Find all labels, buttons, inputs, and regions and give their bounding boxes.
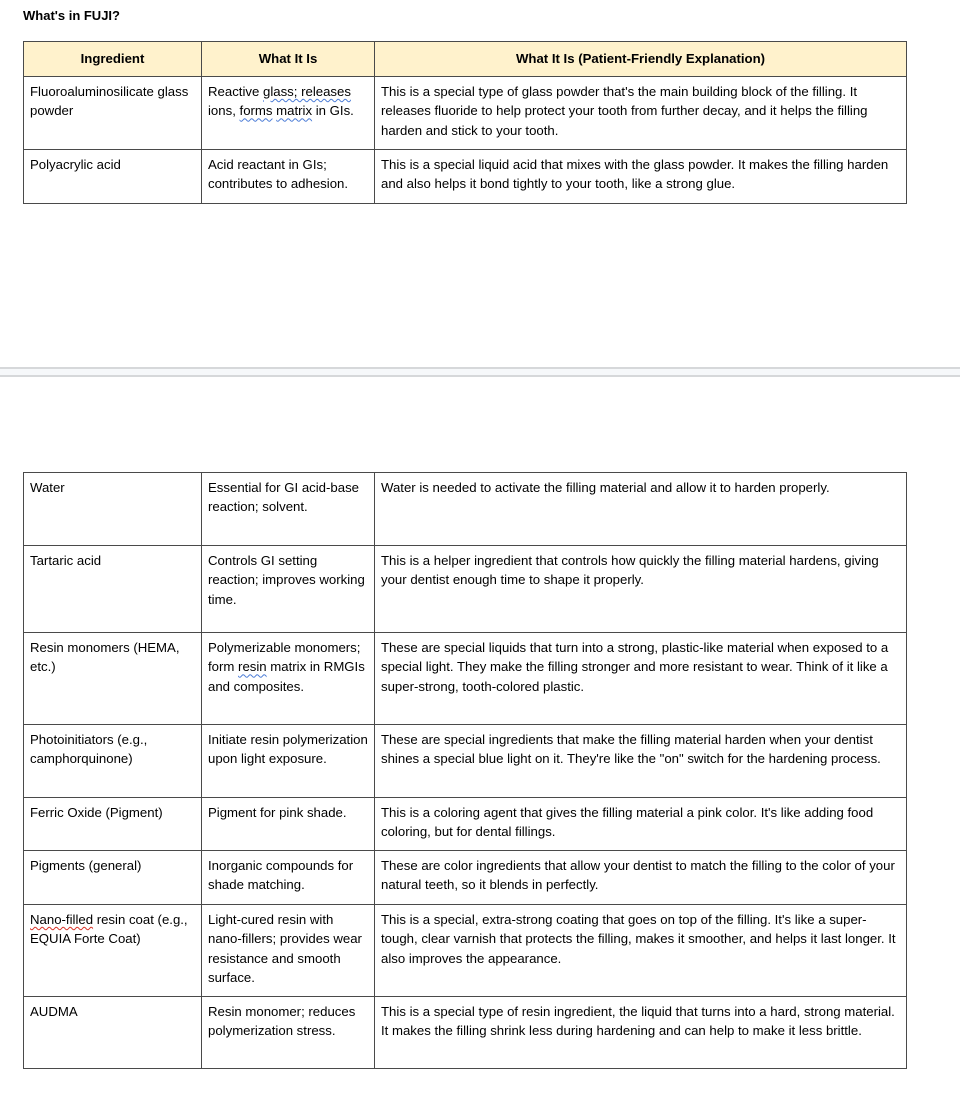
table-header-row: [24, 42, 907, 77]
table-row: [24, 798, 907, 851]
table-row: [24, 905, 907, 997]
table-row: [24, 77, 907, 150]
cell-ingredient[interactable]: Nano-filled resin coat (e.g., EQUIA Forte Coat): [24, 905, 202, 997]
cell-explanation[interactable]: This is a coloring agent that gives the filling material a pink color. It's like adding food coloring, but for dental fillings.: [375, 798, 907, 851]
cell-what-it-is[interactable]: Essential for GI acid-base reaction; solvent.: [202, 473, 375, 546]
cell-ingredient[interactable]: Ferric Oxide (Pigment): [24, 798, 202, 851]
spellcheck-underline[interactable]: Nano-filled: [30, 912, 94, 927]
table-row: [24, 473, 907, 546]
cell-explanation[interactable]: These are special liquids that turn into a strong, plastic-like material when exposed to a special light. They make the filling stronger and more resistant to wear. Think of it like a super-strong, tooth-colored plastic.: [375, 633, 907, 725]
cell-explanation[interactable]: This is a special, extra-strong coating that goes on top of the filling. It's like a super-tough, clear varnish that protects the filling, makes it smoother, and helps it last longer. It also improves the appearance.: [375, 905, 907, 997]
spellcheck-underline[interactable]: glass; releases: [262, 84, 351, 99]
ingredients-table-page-2: [23, 472, 907, 1069]
table-row: [24, 997, 907, 1069]
header-ingredient[interactable]: Ingredient: [24, 42, 202, 77]
cell-ingredient[interactable]: Fluoroaluminosilicate glass powder: [24, 77, 202, 150]
spellcheck-underline[interactable]: resin: [238, 659, 267, 675]
cell-what-it-is[interactable]: Resin monomer; reduces polymerization stress.: [202, 997, 375, 1069]
cell-what-it-is[interactable]: Controls GI setting reaction; improves working time.: [202, 546, 375, 633]
cell-explanation[interactable]: This is a special type of glass powder that's the main building block of the filling. It releases fluoride to help protect your tooth from further decay, and it helps the filling harden and stick to your tooth.: [375, 77, 907, 150]
table-row: [24, 546, 907, 633]
cell-what-it-is[interactable]: Reactive glass; releases ions, forms matrix in GIs.: [202, 77, 375, 150]
cell-ingredient[interactable]: Water: [24, 473, 202, 546]
header-what-it-is[interactable]: What It Is: [202, 42, 375, 77]
cell-explanation[interactable]: These are color ingredients that allow your dentist to match the filling to the color of your natural teeth, so it blends in perfectly.: [375, 851, 907, 905]
cell-what-it-is[interactable]: Acid reactant in GIs; contributes to adhesion.: [202, 150, 375, 204]
cell-ingredient[interactable]: Photoinitiators (e.g., camphorquinone): [24, 725, 202, 798]
cell-what-it-is[interactable]: Polymerizable monomers; form resin matrix in RMGIs and composites.: [202, 633, 375, 725]
cell-explanation[interactable]: This is a special type of resin ingredient, the liquid that turns into a hard, strong material. It makes the filling shrink less during hardening and can help to make it less brittle.: [375, 997, 907, 1069]
cell-what-it-is[interactable]: Inorganic compounds for shade matching.: [202, 851, 375, 905]
cell-explanation[interactable]: Water is needed to activate the filling material and allow it to harden properly.: [375, 473, 907, 546]
table-row: [24, 851, 907, 905]
cell-ingredient[interactable]: AUDMA: [24, 997, 202, 1069]
cell-explanation[interactable]: This is a helper ingredient that controls how quickly the filling material hardens, giving your dentist enough time to shape it properly.: [375, 546, 907, 633]
cell-explanation[interactable]: This is a special liquid acid that mixes with the glass powder. It makes the filling harden and also helps it bond tightly to your tooth, like a strong glue.: [375, 150, 907, 204]
table-row: [24, 150, 907, 204]
spellcheck-underline[interactable]: forms: [239, 103, 273, 119]
cell-ingredient[interactable]: Polyacrylic acid: [24, 150, 202, 204]
header-patient-explanation[interactable]: What It Is (Patient-Friendly Explanation): [375, 42, 907, 77]
cell-what-it-is[interactable]: Light-cured resin with nano-fillers; provides wear resistance and smooth surface.: [202, 905, 375, 997]
cell-ingredient[interactable]: Tartaric acid: [24, 546, 202, 633]
cell-what-it-is[interactable]: Pigment for pink shade.: [202, 798, 375, 851]
table-row: [24, 633, 907, 725]
page-break-separator: [0, 367, 960, 377]
cell-explanation[interactable]: These are special ingredients that make the filling material harden when your dentist shines a special blue light on it. They're like the "on" switch for the hardening process.: [375, 725, 907, 798]
document-title: What's in FUJI?: [23, 8, 120, 23]
table-row: [24, 725, 907, 798]
ingredients-table-page-1: [23, 41, 907, 204]
spellcheck-underline[interactable]: matrix: [276, 103, 313, 119]
cell-what-it-is[interactable]: Initiate resin polymerization upon light exposure.: [202, 725, 375, 798]
cell-ingredient[interactable]: Pigments (general): [24, 851, 202, 905]
cell-ingredient[interactable]: Resin monomers (HEMA, etc.): [24, 633, 202, 725]
